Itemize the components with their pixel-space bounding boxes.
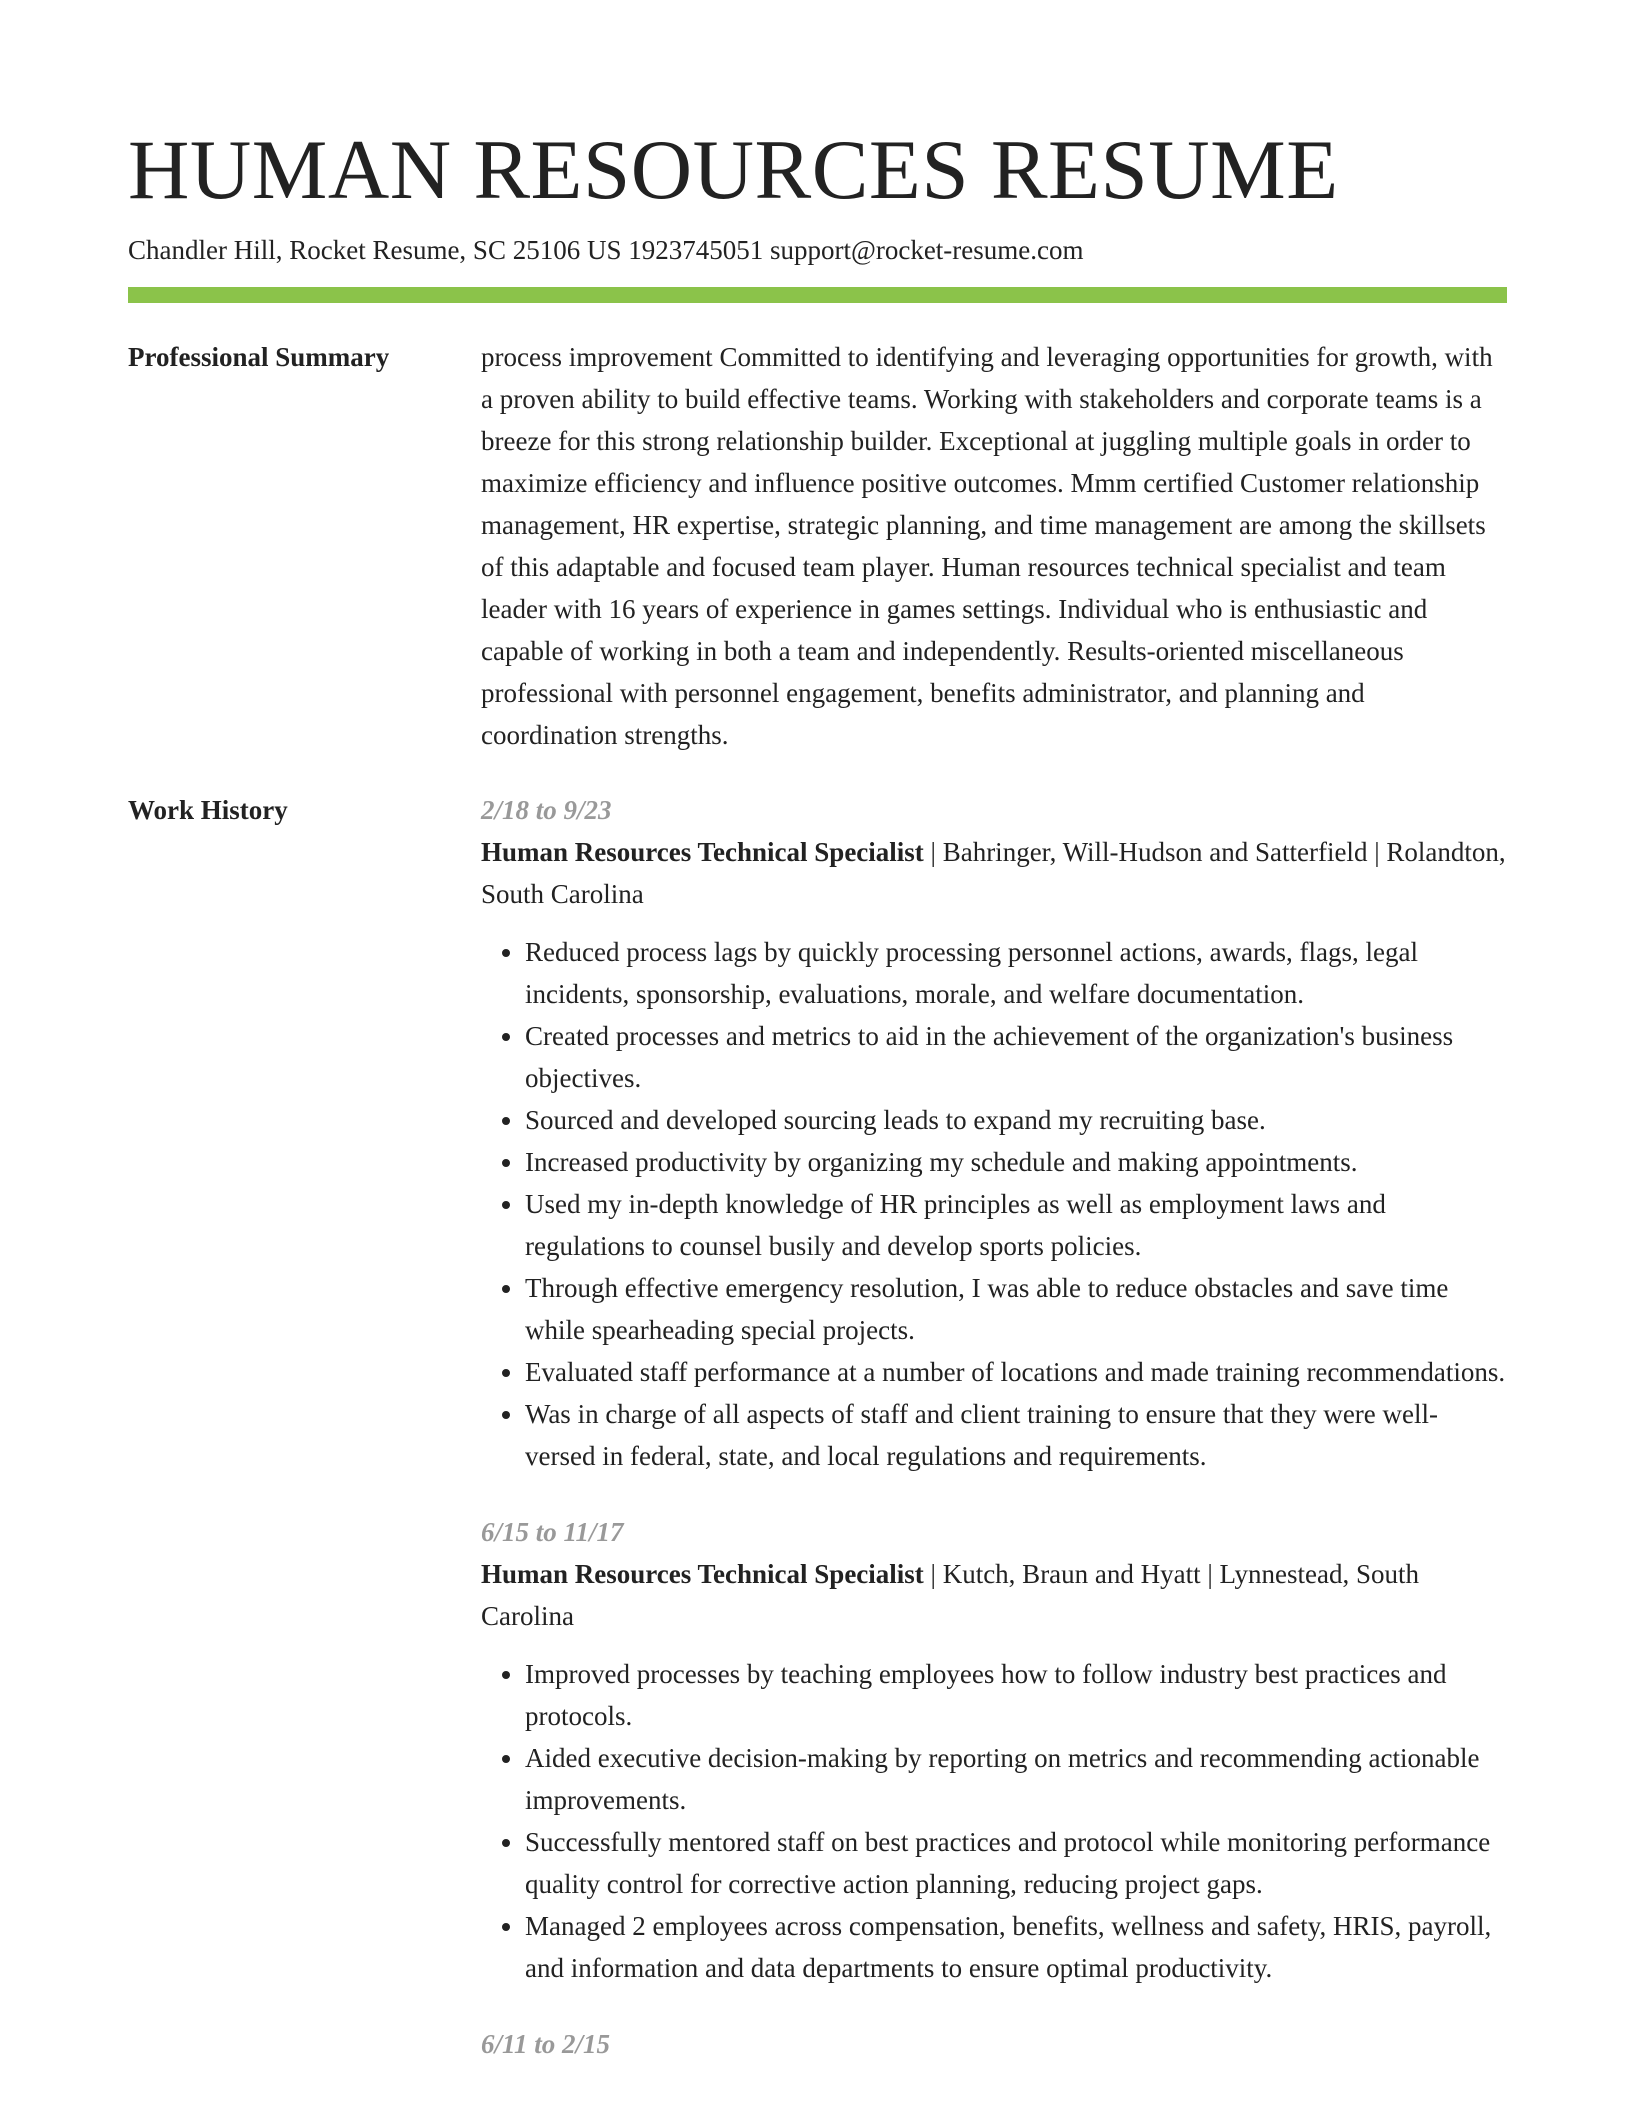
job-heading <box>481 1553 1507 1637</box>
job-bullet-list <box>481 1653 1507 1989</box>
work-history-body <box>481 789 1507 2099</box>
list-item: • Aided executive decision-making by reporting on metrics and recommending actionable improvements. <box>525 1737 1507 1821</box>
job-entry <box>481 789 1507 1477</box>
accent-divider <box>128 287 1507 303</box>
professional-summary-section <box>128 336 1507 756</box>
list-item: • Created processes and metrics to aid in the achievement of the organization's business objectives. <box>525 1015 1507 1099</box>
page-title: HUMAN RESOURCES RESUME <box>128 123 1339 217</box>
job-heading <box>481 831 1507 915</box>
job-employer-location: | Bahringer, Will-Hudson and Satterfield | Rolandton, South Carolina <box>481 837 1506 909</box>
list-item: • Improved processes by teaching employees how to follow industry best practices and protocols. <box>525 1653 1507 1737</box>
job-title: Human Resources Technical Specialist <box>481 837 924 867</box>
list-item: • Through effective emergency resolution, I was able to reduce obstacles and save time while spearheading special projects. <box>525 1267 1507 1351</box>
contact-line: Chandler Hill, Rocket Resume, SC 25106 US 1923745051 support@rocket-resume.com <box>128 235 1084 265</box>
job-entry <box>481 2023 1507 2065</box>
job-dates: 6/11 to 2/15 <box>481 2029 611 2059</box>
job-dates: 2/18 to 9/23 <box>481 795 612 825</box>
list-item: • Sourced and developed sourcing leads to expand my recruiting base. <box>525 1099 1507 1141</box>
list-item: • Increased productivity by organizing my schedule and making appointments. <box>525 1141 1507 1183</box>
work-history-section <box>128 789 1507 2099</box>
list-item: • Managed 2 employees across compensation, benefits, wellness and safety, HRIS, payroll, and information and data departments to ensure optimal productivity. <box>525 1905 1507 1989</box>
list-item: • Was in charge of all aspects of staff and client training to ensure that they were well-versed in federal, state, and local regulations and requirements. <box>525 1393 1507 1477</box>
job-entry <box>481 1511 1507 1989</box>
list-item: • Reduced process lags by quickly processing personnel actions, awards, flags, legal incidents, sponsorship, evaluations, morale, and welfare documentation. <box>525 931 1507 1015</box>
section-label-work-history: Work History <box>128 795 288 825</box>
job-title: Human Resources Technical Specialist <box>481 1559 924 1589</box>
list-item: • Successfully mentored staff on best practices and protocol while monitoring performance quality control for corrective action planning, reducing project gaps. <box>525 1821 1507 1905</box>
job-employer-location: | Kutch, Braun and Hyatt | Lynnestead, South Carolina <box>481 1559 1420 1631</box>
summary-text: process improvement Committed to identifying and leveraging opportunities for growth, with a proven ability to build effective teams. Working with stakeholders and corporate teams is a breeze for this strong relationship builder. Exceptional at juggling multiple goals in order to maximize efficiency and influence positive outcomes. Mmm certified Customer relationship management, HR expertise, strategic planning, and time management are among the skillsets of this adaptable and focused team player. Human resources technical specialist and team leader with 16 years of experience in games settings. Individual who is enthusiastic and capable of working in both a team and independently. Results-oriented miscellaneous professional with personnel engagement, benefits administrator, and planning and coordination strengths. <box>481 342 1493 750</box>
list-item: • Used my in-depth knowledge of HR principles as well as employment laws and regulations to counsel busily and develop sports policies. <box>525 1183 1507 1267</box>
section-label-summary: Professional Summary <box>128 342 390 372</box>
job-dates: 6/15 to 11/17 <box>481 1517 624 1547</box>
resume-page <box>128 118 1507 2099</box>
list-item: • Evaluated staff performance at a number of locations and made training recommendations. <box>525 1351 1507 1393</box>
job-bullet-list <box>481 931 1507 1477</box>
